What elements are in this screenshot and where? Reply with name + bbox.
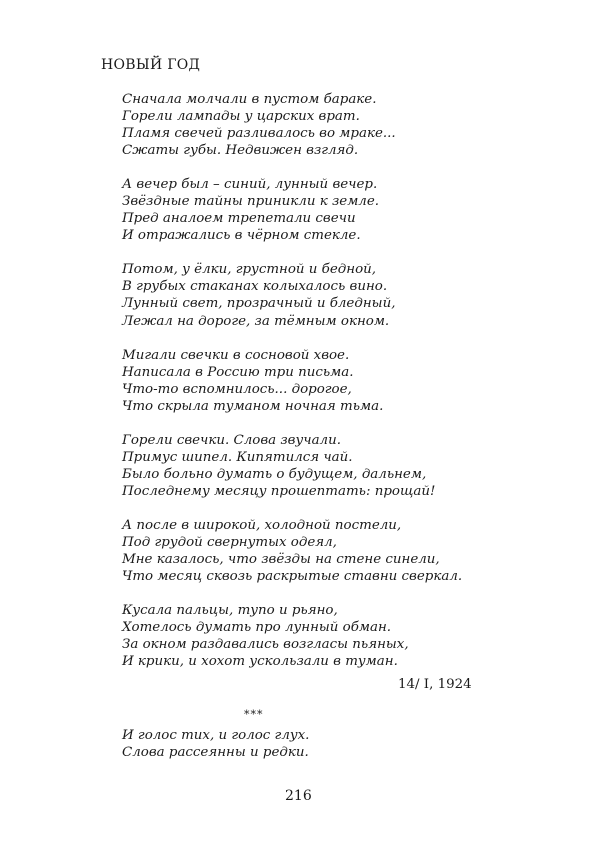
poem-line: Горели свечки. Слова звучали. [122,432,341,448]
poem-line: Кусала пальцы, тупо и рьяно, [122,603,338,619]
poem-line: Лунный свет, прозрачный и бледный, [122,296,396,312]
stanza [122,261,502,329]
stanza [122,176,502,244]
poem-line: Сначала молчали в пустом бараке. [122,92,377,107]
poem-line: Звёздные тайны приникли к земле. [122,194,380,210]
poem-line: Мне казалось, что звёзды на стене синели, [122,552,440,568]
poem-body [122,91,502,687]
poem-line: За окном раздавались возгласы пьяных, [122,637,409,653]
poem-line: А вечер был – синий, лунный вечер. [122,177,378,193]
poem-line: Последнему месяцу прошептать: прощай! [122,483,436,499]
poem-line: Пред аналоем трепетали свечи [122,211,356,227]
stanza [122,602,502,670]
poem-line: А после в широкой, холодной постели, [122,517,402,533]
poem-line: Написала в Россию три письма. [122,364,354,380]
poem-line: И голос тих, и голос глух. [122,728,310,743]
poem-line: И отражались в чёрном стекле. [122,228,361,244]
poem-line: Что-то вспомнилось... дорогое, [122,381,352,397]
poem-line: Мигали свечки в сосновой хвое. [122,347,350,363]
poem-line: Сжаты губы. Недвижен взгляд. [122,143,359,159]
poem-line: Примус шипел. Кипятился чай. [122,449,353,465]
poem-line: Слова рассеянны и редки. [122,745,309,761]
poem-line: И крики, и хохот ускользали в туман. [122,654,398,670]
poem-line: Горели лампады у царских врат. [122,109,360,125]
next-poem [122,727,309,761]
poem-line: Под грудой свернутых одеял, [122,534,337,550]
stanza [122,517,502,585]
poem-line: Лежал на дороге, за тёмным окном. [122,313,390,329]
stanza [122,347,502,415]
poem-title: НОВЫЙ ГОД [101,57,201,73]
poem-line: Хотелось думать про лунный обман. [122,620,392,636]
stanza [122,91,502,159]
poem-line: Что месяц сквозь раскрытые ставни сверкал. [122,569,463,585]
stanza [122,432,502,500]
page-number: 216 [285,788,312,804]
poem-line: Было больно думать о будущем, дальнем, [122,466,427,482]
poem-line: Что скрыла туманом ночная тьма. [122,398,384,414]
section-separator: *** [244,708,264,721]
poem-date: 14/ I, 1924 [398,677,472,692]
poem-line: Пламя свечей разливалось во мраке... [122,126,396,142]
poem-line: Потом, у ёлки, грустной и бедной, [122,262,377,278]
poem-line: В грубых стаканах колыхалось вино. [122,279,388,295]
